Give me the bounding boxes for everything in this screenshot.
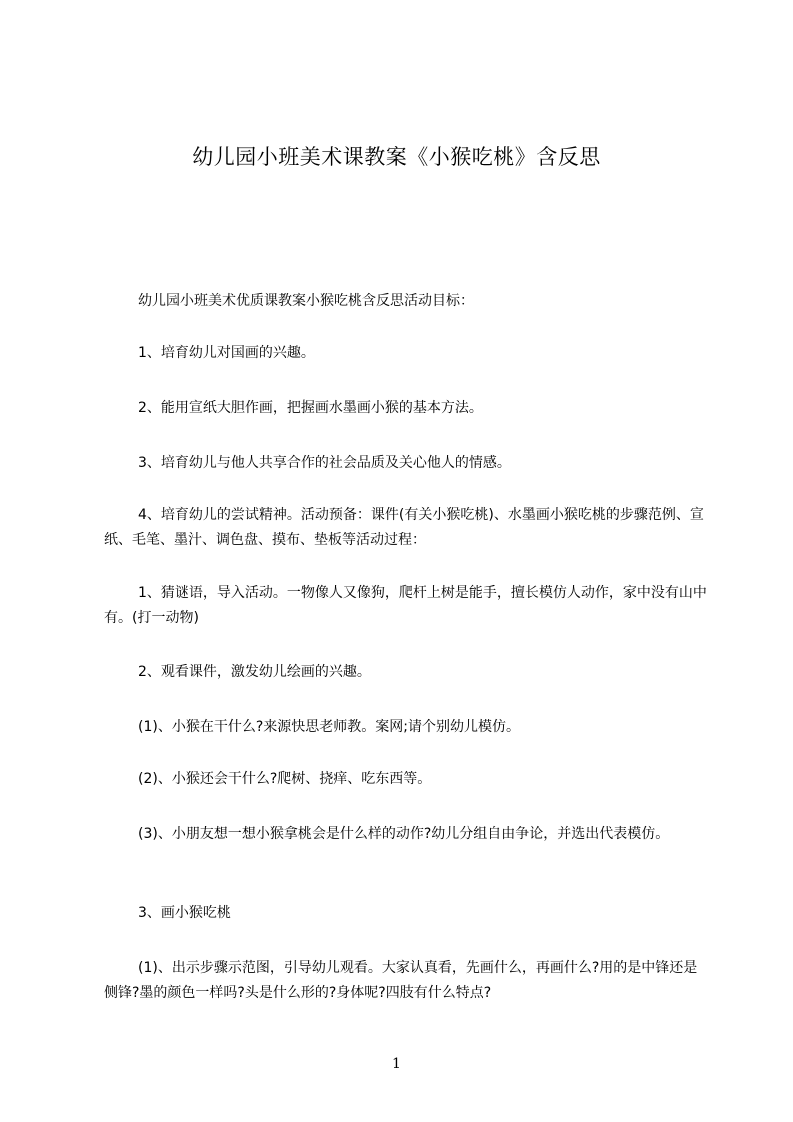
paragraph-substep-2-1: (1)、小猴在干什么?来源快思老师教。案网;请个别幼儿模仿。 [138,719,520,735]
paragraph-substep-3-1: (1)、出示步骤示范图，引导幼儿观看。大家认真看，先画什么，再画什么?用的是中锋还是侧锋?墨的颜色一样吗?头是什么形的?身体呢?四肢有什么特点? [104,960,698,1001]
paragraph-step-2-courseware: 2、观看课件，激发幼儿绘画的兴趣。 [138,664,371,680]
paragraph-substep-2-2: (2)、小猴还会干什么?爬树、挠痒、吃东西等。 [138,771,432,787]
paragraph-objective-1: 1、培育幼儿对国画的兴趣。 [138,345,315,361]
paragraph-step-3-drawing: 3、画小猴吃桃 [138,905,231,921]
paragraph-step-1-riddle: 1、猜谜语，导入活动。一物像人又像狗，爬杆上树是能手，擅长模仿人动作，家中没有山中有。(打一动物) [104,585,707,626]
document-title: 幼儿园小班美术课教案《小猴吃桃》含反思 [192,145,601,169]
paragraph-substep-2-3: (3)、小朋友想一想小猴拿桃会是什么样的动作?幼儿分组自由争论，并选出代表模仿。 [138,826,670,842]
paragraph-objective-4-preparation: 4、培育幼儿的尝试精神。活动预备：课件(有关小猴吃桃)、水墨画小猴吃桃的步骤范例、宣纸、毛笔、墨汁、调色盘、摸布、垫板等活动过程： [104,507,704,548]
paragraph-intro-objectives: 幼儿园小班美术优质课教案小猴吃桃含反思活动目标： [138,293,474,309]
page-number: 1 [392,1056,401,1072]
paragraph-objective-2: 2、能用宣纸大胆作画，把握画水墨画小猴的基本方法。 [138,400,483,416]
paragraph-objective-3: 3、培育幼儿与他人共享合作的社会品质及关心他人的情感。 [138,455,511,471]
